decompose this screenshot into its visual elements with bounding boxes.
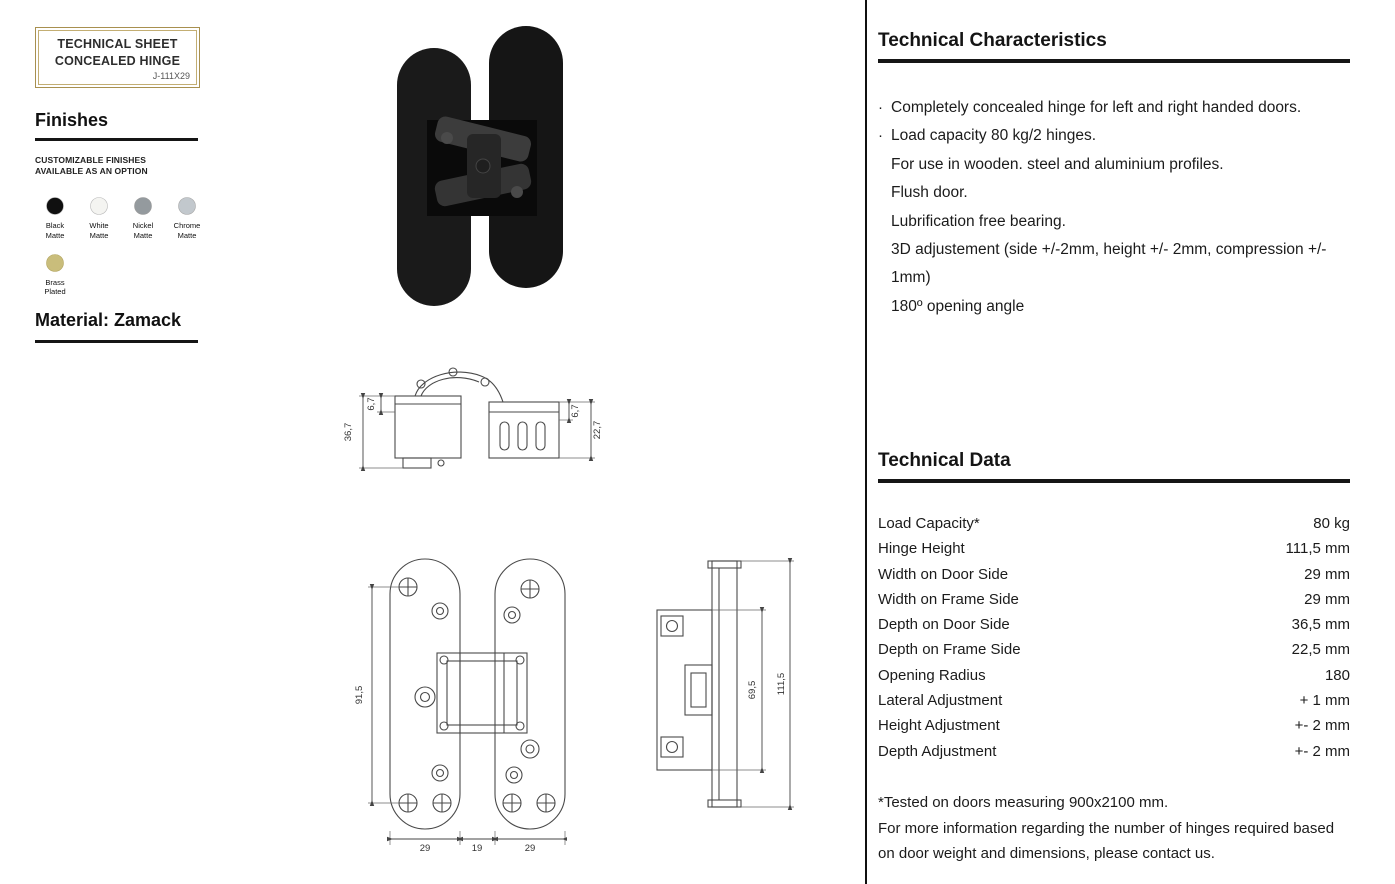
front-view-drawing: [352, 551, 567, 853]
swatch-nickel-label1: Nickel: [132, 221, 154, 230]
characteristic-text: Completely concealed hinge for left and right handed doors.: [891, 99, 1302, 116]
dim-width-door: 29: [419, 843, 431, 853]
table-row: [878, 739, 1350, 764]
row-value: +- 2 mm: [1294, 717, 1350, 735]
top-view-dim-lines: [363, 396, 591, 468]
characteristic-text: 3D adjustement (side +/-2mm, height +/- 2mm, compression +/- 1mm): [891, 241, 1327, 287]
row-value: + 1 mm: [1299, 692, 1350, 710]
row-label: Width on Frame Side: [878, 590, 1019, 608]
technical-data-table: [878, 511, 1350, 764]
top-view-extension-lines: [359, 396, 595, 468]
row-value: 80 kg: [1313, 515, 1350, 532]
swatch-black-label2: Matte: [45, 230, 65, 240]
table-row: [878, 562, 1350, 587]
finishes-note-line1: CUSTOMIZABLE FINISHES: [35, 155, 147, 165]
swatch-black-label1: Black: [45, 221, 65, 230]
sheet-title-line1: TECHNICAL SHEET: [57, 37, 178, 51]
characteristic-text: Load capacity 80 kg/2 hinges.: [891, 127, 1097, 145]
table-row: [878, 511, 1350, 536]
table-row: [878, 536, 1350, 561]
characteristic-item: [878, 151, 1350, 179]
row-value: 29 mm: [1304, 565, 1350, 583]
row-label: Height Adjustment: [878, 717, 1000, 735]
top-view-drawing: [337, 366, 603, 494]
swatch-chrome-matte: [165, 196, 209, 241]
table-row: [878, 663, 1350, 688]
bullet: [878, 179, 891, 207]
swatch-chrome-label1: Chrome: [173, 221, 201, 230]
dim-gap: 19: [471, 843, 483, 853]
vertical-divider: [865, 0, 867, 884]
bullet: [878, 208, 891, 236]
swatch-black-dot: [45, 196, 65, 216]
row-label: Lateral Adjustment: [878, 692, 1003, 710]
side-view-drawing: [645, 553, 803, 815]
row-value: +- 2 mm: [1294, 742, 1350, 760]
characteristic-text: For use in wooden. steel and aluminium profiles.: [891, 155, 1224, 173]
characteristics-list: [878, 94, 1350, 321]
product-photo: [383, 22, 578, 310]
dim-depth-a: 6,7: [366, 397, 377, 411]
row-label: Hinge Height: [878, 540, 965, 558]
dim-total-height: 111,5: [776, 672, 787, 696]
swatch-black-matte: [33, 196, 77, 241]
model-number: J-111X29: [152, 70, 190, 81]
bullet: [878, 293, 891, 321]
table-row: [878, 587, 1350, 612]
characteristic-text: 180º opening angle: [891, 297, 1025, 315]
top-view-geometry: [395, 368, 559, 468]
swatch-white-matte: [77, 196, 121, 241]
finish-swatches: [33, 196, 211, 309]
sheet-title-line2: CONCEALED HINGE: [54, 53, 181, 68]
finishes-note-line2: AVAILABLE AS AN OPTION: [35, 166, 148, 177]
swatch-nickel-label2: Matte: [133, 230, 153, 240]
swatch-chrome-dot: [177, 196, 197, 216]
row-label: Opening Radius: [878, 666, 986, 684]
dim-width-frame: 29: [524, 843, 536, 853]
table-row: [878, 637, 1350, 662]
table-row: [878, 612, 1350, 637]
material-heading: Material: Zamack: [35, 310, 182, 330]
row-label: Depth Adjustment: [878, 742, 997, 760]
table-row: [878, 713, 1350, 738]
characteristic-text: Flush door.: [891, 184, 968, 202]
front-view-extension-lines: [368, 587, 565, 845]
table-row: [878, 688, 1350, 713]
bullet: [878, 236, 891, 293]
characteristic-item: [878, 179, 1350, 207]
title-box: [35, 27, 200, 88]
dim-hole-span: 91,5: [354, 685, 365, 705]
bullet: ·: [878, 99, 883, 116]
finishes-underline: [35, 138, 198, 141]
row-value: 36,5 mm: [1291, 616, 1350, 634]
technical-data-heading: Technical Data: [878, 450, 1011, 471]
row-label: Depth on Door Side: [878, 616, 1010, 634]
row-value: 29 mm: [1304, 590, 1350, 608]
swatch-chrome-label2: Matte: [177, 230, 197, 240]
swatch-brass-label2: Plated: [44, 287, 66, 297]
row-label: Depth on Frame Side: [878, 641, 1021, 659]
characteristics-heading: Technical Characteristics: [878, 30, 1107, 51]
row-label: Width on Door Side: [878, 565, 1009, 583]
title-box-inner: [38, 30, 197, 85]
technical-data-underline: [878, 479, 1350, 483]
dim-depth-total: 36,7: [343, 422, 354, 442]
row-label: Load Capacity*: [878, 515, 980, 532]
dim-depth-frame: 22,7: [592, 420, 603, 440]
dim-depth-b: 6,7: [570, 404, 581, 418]
front-view-dim-lines: [372, 587, 565, 839]
characteristic-item: [878, 122, 1350, 150]
dim-body-height: 69,5: [747, 680, 758, 700]
swatch-brass-dot: [45, 253, 65, 273]
characteristics-underline: [878, 59, 1350, 63]
swatch-brass-plated: [33, 253, 77, 298]
bullet: [878, 151, 891, 179]
swatch-nickel-dot: [133, 196, 153, 216]
swatch-white-label2: Matte: [89, 230, 109, 240]
finishes-note: [35, 155, 148, 177]
swatch-nickel-matte: [121, 196, 165, 241]
characteristic-item: [878, 293, 1350, 321]
finishes-heading: Finishes: [35, 110, 109, 130]
footnotes: [878, 790, 1350, 867]
swatch-white-dot: [89, 196, 109, 216]
characteristic-item: [878, 208, 1350, 236]
footnote-contact: For more information regarding the number of hinges required based on door weight and dimensions, please contact us.: [878, 819, 1335, 862]
row-value: 22,5 mm: [1291, 641, 1350, 659]
swatch-brass-label1: Brass: [45, 277, 65, 287]
characteristic-item: [878, 94, 1350, 122]
swatch-white-label1: White: [89, 221, 109, 230]
front-view-geometry: [390, 559, 565, 829]
footnote-tested: *Tested on doors measuring 900x2100 mm.: [878, 794, 1169, 811]
material-underline: [35, 340, 198, 343]
characteristic-text: Lubrification free bearing.: [891, 212, 1066, 230]
row-value: 111,5 mm: [1285, 540, 1350, 558]
row-value: 180: [1324, 666, 1350, 684]
characteristic-item: [878, 236, 1350, 293]
bullet: ·: [878, 127, 883, 145]
